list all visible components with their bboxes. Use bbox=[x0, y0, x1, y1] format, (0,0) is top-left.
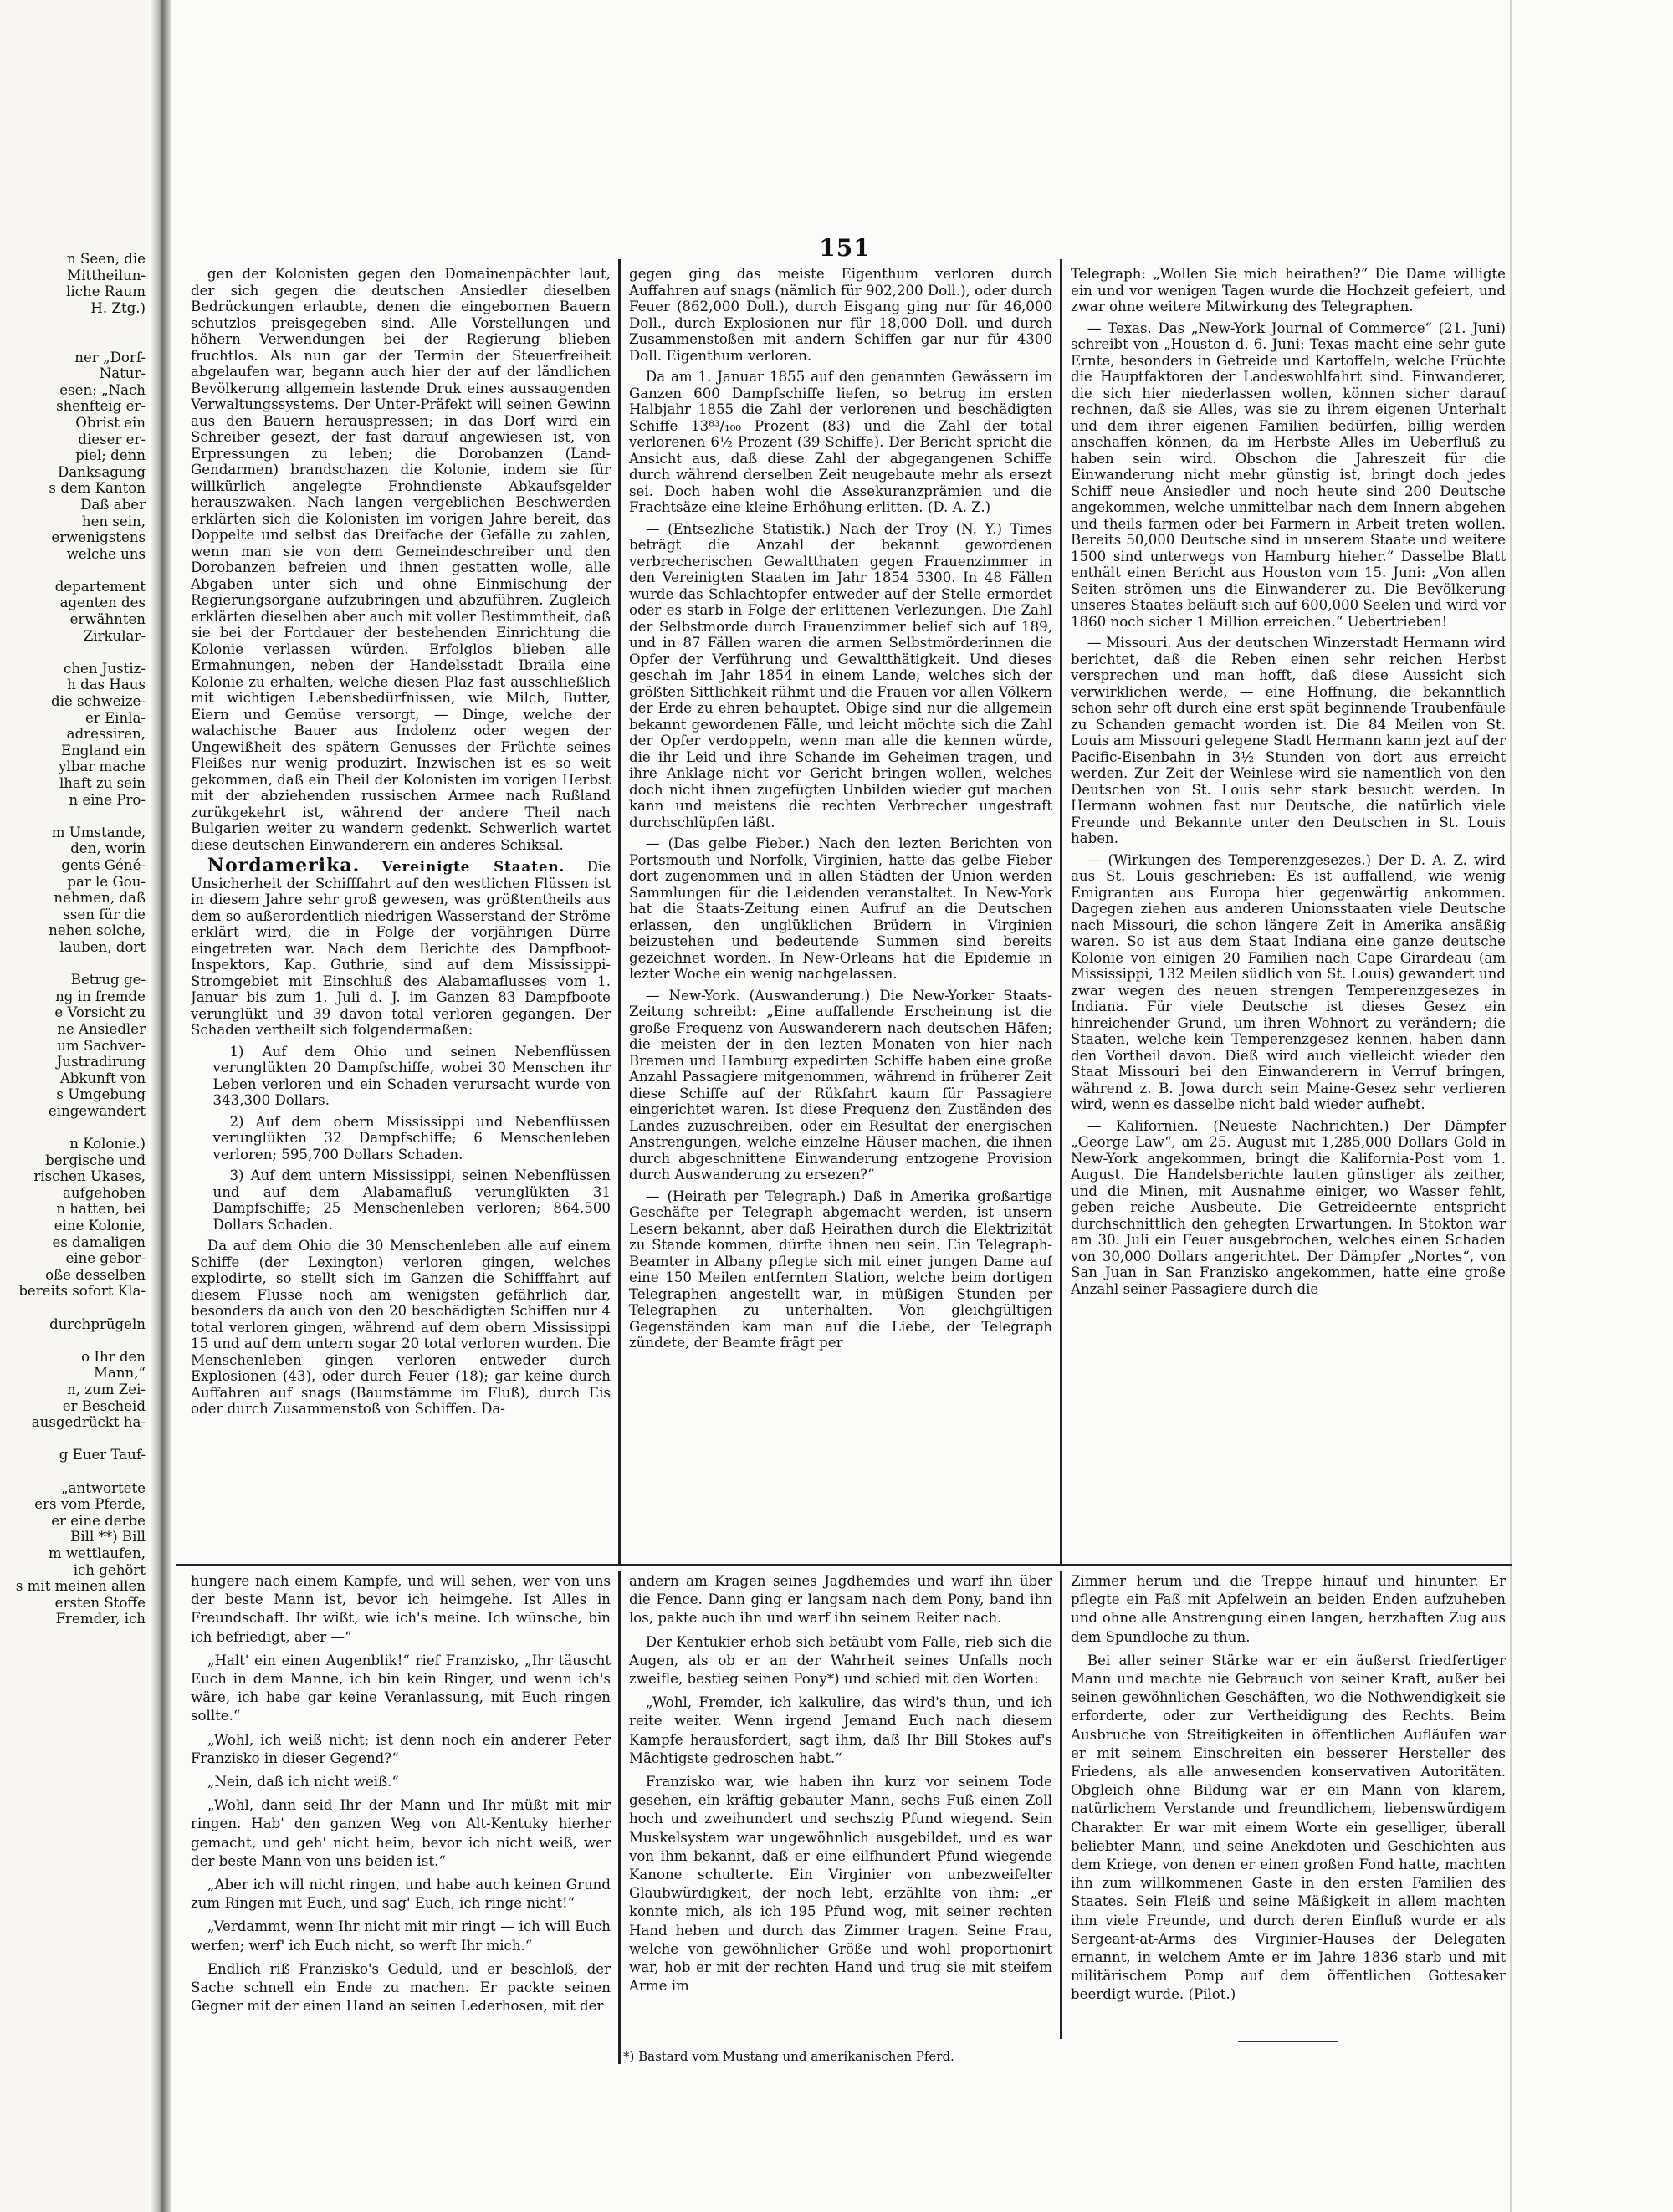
article-column-left bbox=[191, 266, 611, 1561]
stub-line: erwenigstens bbox=[51, 529, 146, 546]
stub-line: bereits sofort Kla- bbox=[18, 1283, 146, 1300]
stub-line: er Einla- bbox=[85, 709, 146, 726]
stub-line: er Bescheid bbox=[62, 1397, 146, 1414]
article-column-middle bbox=[629, 266, 1052, 1561]
paragraph: Bei aller seiner Stärke war er ein äußerst friedfertiger Mann und machte nie Gebrauch von seiner Kraft, außer bei seinen gewöhnlichen Geschäften, wo die Nothwendigkeit sie erforderte, oder zur Vertheidigung des Rechts. Beim Ausbruche von Streitigkeiten in öffentlichen Aufläufen war er mit seinem Einschreiten ein besserer Hersteller des Friedens, als alle anwesenden konservativen Autoritäten. Obgleich ohne Bildung war er ein Mann von klarem, natürlichem Verstande und freundlichem, liebenswürdigem Charakter. Er war mit einem Worte ein geselliger, überall beliebter Mann, und seine Anekdoten und Geschichten aus dem Kriege, von denen er einen großen Fond hatte, machten ihn zum willkommenen Gaste in den ersten Familien des Staates. Sein Fleiß und seine Mäßigkeit in allem machten ihm viele Freunde, und durch deren Einfluß wurde er als Sergeant-at-Arms des Virginier-Hauses der Delegaten ernannt, in welchem Amte er im Jahre 1836 starb und mit militärischem Pomp auf dem öffentlichen Gottesaker beerdigt wurde. (Pilot.) bbox=[1071, 1652, 1506, 2003]
stub-line: Bill **) Bill bbox=[70, 1529, 146, 1545]
stub-line: durchprügeln bbox=[49, 1315, 146, 1332]
stub-line: dieser er- bbox=[78, 431, 146, 447]
paragraph: — (Das gelbe Fieber.) Nach den lezten Berichten von Portsmouth und Norfolk, Virginien, hatte das gelbe Fieber dort zugenommen und in allen Städten der Union werden Sammlungen für die Leidenden veranstaltet. In New-York hat die Staats-Zeitung einen Aufruf an die Deutschen erlassen, den unglüklichen Brüdern in Virginien beizustehen und bedeutende Summen sind bereits gezeichnet worden. In New-Orleans hat die Epidemie in lezter Woche ein wenig nachgelassen. bbox=[629, 835, 1052, 982]
feuilleton-column-right bbox=[1071, 1572, 1506, 2036]
stub-line: erwähnten bbox=[69, 611, 146, 628]
section-lead bbox=[191, 855, 611, 1039]
paragraph: Zimmer herum und die Treppe hinauf und hinunter. Er pflegte ein Faß mit Apfelwein an beiden Enden aufzuheben und ohne alle Anstrengung einen langen, herzhaften Zug aus dem Spundloche zu thun. bbox=[1071, 1573, 1506, 1645]
paragraph: gen der Kolonisten gegen den Domainenpächter laut, der sich gegen die deutschen Ansiedler dieselben Bedrückungen erlaubte, denen die eingebornen Bauern schutzlos preisgegeben sind. Alle Vorstellungen und höhern Verwendungen bei der Regierung blieben fruchtlos. Als nun gar der Termin der Steuerfreiheit abgelaufen war, begann auch hier der auf der ländlichen Bevölkerung allgemein lastende Druk eines aussaugenden Verwaltungssystems. Der Unter-Präfekt will seinen Gewinn aus den Bauern herauspressen; in das Dorf wird ein Schreiber gesezt, der fast darauf angewiesen ist, von Erpressungen zu leben; die Dorobanzen (Land-Gendarmen) brandschazen die Kolonie, indem sie für willkürlich angelegte Frohndienste Abkaufsgelder herauszwaken. Nach langen vergeblichen Beschwerden erklärten sich die Kolonisten im vorigen Jahre bereit, das Doppelte und selbst das Dreifache der Gefälle zu zahlen, wenn man sie von dem Gemeindeschreiber und den Dorobanzen befreien und ihnen gestatten wolle, alle Abgaben unter sich und ohne Einmischung der Regierungsorgane aufzubringen und abzuführen. Zugleich erklärten dieselben aber auch mit voller Bestimmtheit, daß sie bei der Fortdauer der bestehenden Einrichtung die Kolonie verlassen würden. Erfolglos blieben alle Ermahnungen, neben der Handelsstadt Ibraila eine Kolonie zu erhalten, welche diesen Plaz fast ausschließlich mit wichtigen Lebensbedürfnissen, wie Milch, Butter, Eiern und Gemüse versorgt, — Dinge, welche der walachische Bauer aus Indolenz oder wegen der Ungewißheit des spätern Genusses der Früchte seines Fleißes nur wenig produzirt. Inzwischen ist es so weit gekommen, daß ein Theil der Kolonisten im vorigen Herbst mit der abziehenden russischen Armee nach Rußland zurükgekehrt ist, während der andere Theil nach Bulgarien weiter zu wandern gedenkt. Schwerlich wartet diese deutschen Einwanderern ein anderes Schiksal. bbox=[191, 266, 611, 853]
stub-line bbox=[5, 1332, 146, 1349]
stub-line bbox=[5, 1431, 146, 1448]
paragraph: andern am Kragen seines Jagdhemdes und warf ihn über die Fence. Dann ging er langsam nach dem Pony, band ihn los, pakte auch ihn und warf ihn seinem Reiter nach. bbox=[629, 1573, 1052, 1627]
stub-line: Justradirung bbox=[56, 1054, 146, 1070]
paragraph: hungere nach einem Kampfe, und will sehen, wer von uns der beste Mann ist, bevor ich heimgehe. Ist Alles in Freundschaft. Ihr wißt, wie ich's meine. Ich wünsche, bin ich befriedigt, aber —“ bbox=[191, 1573, 611, 1645]
paragraph: Endlich riß Franzisko's Geduld, und er beschloß, der Sache schnell ein Ende zu machen. Er packte seinen Gegner mit der einen Hand an seinen Lederhosen, mit der bbox=[191, 1960, 611, 2015]
stub-line: ich gehört bbox=[73, 1561, 146, 1578]
paragraph: — (Heirath per Telegraph.) Daß in Amerika großartige Geschäfte per Telegraph abgemacht werden, ist unsern Lesern bekannt, aber daß Heirathen durch die Elektrizität zu Stande kommen, dürfte ihnen neu sein. Ein Telegraph-Beamter in Albany pflegte sich mit einer jungen Dame auf eine 150 Meilen entfernten Station, welche beim dortigen Telegraphen angestellt war, in müßigen Stunden per Telegraphen zu unterhalten. Von gleichgültigen Gegenständen kam man auf die Liebe, der Telegraph zündete, der Beamte frägt per bbox=[629, 1188, 1052, 1351]
stub-line bbox=[5, 1300, 146, 1316]
stub-line: n hatten, bei bbox=[56, 1201, 146, 1218]
paragraph: „Wohl, Fremder, ich kalkulire, das wird's thun, und ich reite weiter. Wenn irgend Jemand Euch nach diesem Kampfe herausfordert, sagt ihm, daß Ihr Bill Stokes auf's Mächtigste gedroschen habt.“ bbox=[629, 1694, 1052, 1766]
stub-line bbox=[5, 562, 146, 579]
paragraph: „Verdammt, wenn Ihr nicht mit mir ringt — ich will Euch werfen; werf' ich Euch nicht, so werft Ihr mich.“ bbox=[191, 1918, 611, 1954]
stub-line: shenfteig er- bbox=[56, 398, 146, 415]
stub-line: n Seen, die bbox=[67, 251, 146, 267]
paragraph: „Wohl, dann seid Ihr der Mann und Ihr müßt mit mir ringen. Hab' den ganzen Weg von Alt-Kentuky hierher gemacht, und geh' nicht heim, bevor ich nicht weiß, wer der beste Mann von uns beiden ist.“ bbox=[191, 1797, 611, 1869]
stub-line: piel; denn bbox=[75, 447, 146, 464]
feuilleton-rule-1 bbox=[618, 1571, 621, 2064]
stub-line: ers vom Pferde, bbox=[34, 1496, 146, 1513]
stub-line: es damaligen bbox=[52, 1234, 146, 1250]
section-heading-nordamerika: Nordamerika. bbox=[207, 855, 361, 876]
stub-line: par le Gou- bbox=[67, 873, 146, 890]
feuilleton-column-middle bbox=[629, 1572, 1052, 2036]
stub-line: Zirkular- bbox=[83, 627, 146, 644]
stub-line: Natur- bbox=[99, 365, 146, 382]
stub-line: England ein bbox=[60, 742, 146, 759]
paragraph: „Halt' ein einen Augenblik!“ rief Franzisko, „Ihr täuscht Euch in dem Manne, ich bin kein Ringer, und wenn ich's wäre, ich habe gar keine Veranlassung, mit Euch ringen sollte.“ bbox=[191, 1652, 611, 1724]
stub-line: eine gebor- bbox=[65, 1250, 146, 1267]
stub-line: o Ihr den bbox=[81, 1348, 146, 1365]
stub-line: g Euer Tauf- bbox=[59, 1447, 146, 1464]
column-rule-1 bbox=[618, 259, 621, 1564]
stub-line: Danksagung bbox=[58, 463, 146, 480]
stub-line: Mittheilun- bbox=[67, 267, 146, 284]
stub-line: m wettlaufen, bbox=[48, 1545, 146, 1561]
stub-line bbox=[5, 333, 146, 350]
paragraph: „Nein, daß ich nicht weiß.“ bbox=[207, 1774, 399, 1791]
stub-line: eine Kolonie, bbox=[54, 1218, 146, 1234]
stub-line: H. Ztg.) bbox=[90, 299, 146, 316]
feuilleton-column-left bbox=[191, 1572, 611, 2041]
stub-line: m Umstande, bbox=[51, 824, 146, 840]
stub-line: n Kolonie.) bbox=[69, 1136, 146, 1152]
stub-line: ne Ansiedler bbox=[57, 1020, 146, 1037]
list-item: 1) Auf dem Ohio und seinen Nebenflüssen verunglükten 20 Dampfschiffe, wobei 30 Menschen ihr Leben verloren und ein Schaden verursacht wurde von 343,300 Dollars. bbox=[212, 1043, 611, 1108]
paragraph: Da am 1. Januar 1855 auf den genannten Gewässern im Ganzen 600 Dampfschiffe liefen, so betrug im ersten Halbjahr 1855 die Zahl der verlorenen und beschädigten Schiffe 13⁸³/₁₀₀ Prozent (83) und die Zahl der total verlorenen 6½ Prozent (39 Schiffe). Der Bericht spricht die Ansicht aus, daß diese Zahl der abgegangenen Schiffe durch während derselben Zeit neugebaute mehr als ersezt sei. Doch haben wohl die Assekuranzprämien und die Frachtsäze eine kleine Erhöhung erlitten. (D. A. Z.) bbox=[629, 369, 1052, 515]
stub-line: ng in fremde bbox=[55, 988, 146, 1004]
stub-line: um Sachver- bbox=[57, 1037, 146, 1054]
stub-line: liche Raum bbox=[66, 284, 146, 300]
stub-line: lhaft zu sein bbox=[59, 775, 146, 791]
stub-line: aufgehoben bbox=[63, 1184, 146, 1201]
stub-line: s mit meinen allen bbox=[15, 1578, 146, 1595]
previous-page-text-stub bbox=[5, 251, 146, 1627]
stub-line: chen Justiz- bbox=[64, 660, 146, 677]
stub-line: h das Haus bbox=[67, 677, 146, 693]
stub-line: den, worin bbox=[70, 840, 146, 857]
footnote: *) Bastard vom Mustang und amerikanischen Pferd. bbox=[623, 2049, 954, 2064]
paragraph: Telegraph: „Wollen Sie mich heirathen?“ Die Dame willigte ein und vor wenigen Tagen wurde die Hochzeit gefeiert, und zwar ohne weitere Mitwirkung des Telegraphen. bbox=[1071, 266, 1506, 314]
end-separator bbox=[1238, 2041, 1338, 2042]
stub-line: ner „Dorf- bbox=[74, 349, 146, 365]
column-rule-2 bbox=[1060, 259, 1062, 1564]
feuilleton-divider bbox=[176, 1564, 1512, 1566]
stub-line: oße desselben bbox=[45, 1266, 146, 1283]
stub-line: n eine Pro- bbox=[69, 791, 146, 808]
page-gutter-fold bbox=[149, 0, 171, 2212]
paragraph: — New-York. (Auswanderung.) Die New-Yorker Staats-Zeitung schreibt: „Eine auffallende Erscheinung ist die große Frequenz von Auswanderern nach deutschen Häfen; die meisten der in den lezten Monaten von hier nach Bremen und Hamburg expedirten Schiffe haben eine große Anzahl Passagiere mitgenommen, während in früherer Zeit diese Schiffe auf der Rükfahrt kaum für Passagiere eingerichtet waren. Ist diese Frequenz den Zuständen des Landes zuzuschreiben, oder ein Resultat der energischen Anstrengungen, welche einzelne Häuser machen, die ihnen durch abgeschnittene Einwanderung entzogene Provision durch Auswanderung zu ersezen?“ bbox=[629, 987, 1052, 1183]
stub-line: ausgedrückt ha- bbox=[31, 1414, 146, 1431]
section-text: Die Unsicherheit der Schifffahrt auf den westlichen Flüssen ist in diesem Jahre sehr groß gewesen, was größtentheils aus dem so außerordentlich niedrigen Wasserstand der Ströme erklärt wird, die in Folge der vorjährigen Dürre eingetreten war. Nach dem Berichte des Dampfboot-Inspektors, Kap. Guthrie, sind auf dem Mississippi-Stromgebiet mit Einschluß des Alabamaflusses vom 1. Januar bis zum 1. Juli d. J. im Ganzen 83 Dampfboote verunglükt und 39 davon total verloren gegangen. Der Schaden vertheilt sich folgendermaßen: bbox=[191, 859, 611, 1038]
stub-line bbox=[5, 644, 146, 661]
list-item: 2) Auf dem obern Mississippi und Nebenflüssen verunglükten 32 Dampfschiffe; 6 Menschenleben verloren; 595,700 Dollars Schaden. bbox=[212, 1113, 611, 1162]
list-item: 3) Auf dem untern Mississippi, seinen Nebenflüssen und auf dem Alabamafluß verunglükten 31 Dampfschiffe; 25 Menschenleben verloren; 864,500 Dollars Schaden. bbox=[212, 1167, 611, 1233]
paragraph: Der Kentukier erhob sich betäubt vom Falle, rieb sich die Augen, als ob er an der Wahrheit seines Unfalls noch zweifle, bestieg seinen Pony*) und schied mit den Worten: bbox=[629, 1633, 1052, 1688]
stub-line bbox=[5, 1119, 146, 1136]
stub-line: er eine derbe bbox=[51, 1512, 146, 1529]
article-column-right bbox=[1071, 266, 1506, 1561]
paragraph: — Kalifornien. (Neueste Nachrichten.) Der Dämpfer „George Law“, am 25. August mit 1,285,000 Dollars Gold in New-York angekommen, bringt die Kalifornia-Post vom 1. August. Die Handelsberichte lauten günstiger als zeither, und die Minen, mit Ausnahme einiger, wo Wasser fehlt, geben reiche Ausbeute. Die Getreideernte entspricht durchschnittlich den gehegten Erwartungen. In Stokton war am 30. Juli ein Feuer ausgebrochen, welches einen Schaden von 30,000 Dollars angerichtet. Der Dämpfer „Nortes“, von San Juan in San Franzisko angekommen, hatte eine große Anzahl seiner Passagiere durch die bbox=[1071, 1117, 1506, 1297]
stub-line bbox=[5, 316, 146, 333]
stub-line: adressiren, bbox=[66, 726, 146, 743]
paragraph: — (Wirkungen des Temperenzgesezes.) Der D. A. Z. wird aus St. Louis geschrieben: Es ist auffallend, wie wenig Emigranten aus Europa hier gegenwärtig ankommen. Dagegen ziehen aus anderen Unionsstaaten viele Deutsche nach Missouri, die schon längere Zeit in Amerika ansäßig waren. So ist aus dem Staat Indiana eine ganze deutsche Kolonie von einigen 20 Familien nach Cape Girardeau (am Mississippi, 132 Meilen südlich von St. Louis) gewandert und zwar wegen des neuen strengen Temperenzgesezes in Indiana. Für viele Deutsche ist dieses Gesez ein hinreichender Grund, um ihren Wohnort zu verändern; die Staaten, welche kein Temperenzgesez kennen, haben dann den Vortheil davon. Dieß wird auch vielleicht wieder den Staat Missouri bei den Einwanderern in Verruf bringen, während z. B. Jowa durch sein Maine-Gesez sehr verlieren wird, wenn es dasselbe nicht bald wieder aufhebt. bbox=[1071, 851, 1506, 1112]
stub-line: nehmen, daß bbox=[54, 890, 146, 907]
stub-line: ersten Stoffe bbox=[54, 1594, 146, 1611]
stub-line: Daß aber bbox=[80, 496, 146, 513]
stub-line: departement bbox=[54, 578, 146, 595]
previous-page-edge bbox=[0, 0, 171, 2212]
stub-line bbox=[5, 808, 146, 825]
feuilleton-rule-2 bbox=[1060, 1571, 1062, 2039]
stub-line: n, zum Zei- bbox=[67, 1381, 146, 1397]
page-right-edge bbox=[1510, 0, 1512, 2212]
paragraph: „Aber ich will nicht ringen, und habe auch keinen Grund zum Ringen mit Euch, und sag' Euch, ich ringe nicht!“ bbox=[191, 1877, 611, 1912]
paragraph: — Texas. Das „New-York Journal of Commerce“ (21. Juni) schreibt von „Houston d. 6. Juni: Texas macht eine sehr gute Ernte, besonders in Getreide und Kartoffeln, welche Früchte die Hauptfaktoren der Landeswohlfahrt sind. Einwanderer, die sich hier niederlassen wollen, können sicher darauf rechnen, daß sie Alles, was sie zu ihrem eigenen Unterhalt und dem ihrer eigenen Familien bedürfen, billig werden anschaffen können, da im Herbste Alles im Ueberfluß zu haben sein wird. Obschon die Jahreszeit für die Einwanderung nicht mehr günstig ist, bringt doch jedes Schiff neue Ansiedler und noch heute sind 200 Deutsche angekommen, welche unmittelbar nach dem Innern abgehen und theils farmen oder bei Farmern in Arbeit treten wollen. Bereits 50,000 Deutsche sind in unserem Staate und weitere 1500 sind unterwegs von Hamburg hieher.“ Dasselbe Blatt enthält einen Bericht aus Houston vom 15. Juni: „Von allen Seiten strömen uns die Einwanderer zu. Die Bevölkerung unseres Staates beläuft sich auf 600,000 Seelen und wird vor 1860 noch sicher 1 Million erreichen.“ Uebertrieben! bbox=[1071, 319, 1506, 630]
stub-line: esen: „Nach bbox=[59, 381, 146, 398]
stub-line: „antwortete bbox=[61, 1479, 146, 1496]
stub-line: nehen solche, bbox=[49, 922, 146, 939]
stub-line: bergische und bbox=[45, 1152, 146, 1168]
stub-line: Abkunft von bbox=[59, 1070, 146, 1086]
section-subheading: Vereinigte Staaten. bbox=[381, 858, 565, 875]
stub-line bbox=[5, 956, 146, 973]
stub-line: ylbar mache bbox=[59, 759, 146, 775]
stub-line: s dem Kanton bbox=[49, 480, 146, 497]
stub-line: Fremder, ich bbox=[55, 1611, 146, 1627]
paragraph: — Missouri. Aus der deutschen Winzerstadt Hermann wird berichtet, daß die Reben einen sehr reichen Herbst versprechen und man hofft, daß diese Aussicht sich verwirklichen werde, — eine Hoffnung, die bekanntlich schon sehr oft durch eine erst spät beginnende Traubenfäule zu Schanden gemacht worden ist. Die 84 Meilen von St. Louis am Missouri gelegene Stadt Hermann kann jezt auf der Pacific-Eisenbahn in 3½ Stunden von dort aus erreicht werden. Zur Zeit der Weinlese wird sie namentlich von den Deutschen von St. Louis sehr stark besucht werden. In Hermann wohnen fast nur Deutsche, die natürlich viele Freunde und Bekannte unter den Deutschen in St. Louis haben. bbox=[1071, 635, 1506, 846]
stub-line: Obrist ein bbox=[75, 414, 146, 431]
stub-line: s Umgebung bbox=[56, 1086, 146, 1103]
stub-line: Betrug ge- bbox=[70, 972, 146, 989]
stub-line: ssen für die bbox=[63, 906, 146, 922]
stub-line: agenten des bbox=[59, 595, 146, 611]
stub-line: rischen Ukases, bbox=[33, 1168, 146, 1185]
page-number: 151 bbox=[819, 234, 871, 262]
stub-line: gents Géné- bbox=[61, 856, 146, 873]
paragraph: Franzisko war, wie haben ihn kurz vor seinem Tode gesehen, ein kräftig gebauter Mann, sechs Fuß einen Zoll hoch und zweihundert und sechszig Pfund wiegend. Sein Muskelsystem war ungewöhnlich ausgebildet, und es war von ihm bekannt, daß er eine eilfhundert Pfund wiegende Kanone schulterte. Ein Virginier von unbezweifelter Glaubwürdigkeit, der noch lebt, erzählte von ihm: „er konnte mich, als ich 195 Pfund wog, mit seiner rechten Hand heben und durch das Zimmer tragen. Seine Frau, welche von gewöhnlicher Größe und wohl proportionirt war, hob er mit der rechten Hand und trug sie mit steifem Arme im bbox=[629, 1774, 1052, 1995]
stub-line: die schweize- bbox=[50, 693, 146, 710]
stub-line: lauben, dort bbox=[59, 938, 146, 955]
paragraph: „Wohl, ich weiß nicht; ist denn noch ein anderer Peter Franzisko in dieser Gegend?“ bbox=[191, 1731, 611, 1766]
stub-line: hen sein, bbox=[81, 513, 146, 529]
stub-line bbox=[5, 1464, 146, 1480]
stub-line: e Vorsicht zu bbox=[54, 1004, 146, 1021]
stub-line: Mann,“ bbox=[93, 1365, 146, 1382]
paragraph: Da auf dem Ohio die 30 Menschenleben alle auf einem Schiffe (der Lexington) verloren gingen, welches explodirte, so stellt sich im Ganzen die Schifffahrt auf diesem Flusse noch am wenigsten gefährlich dar, besonders da auch von den 20 beschädigten Schiffen nur 4 total verloren gingen, während auf dem obern Mississippi 15 und auf dem untern sogar 20 total verloren wurden. Die Menschenleben gingen verloren entweder durch Explosionen (43), oder durch Feuer (18); gar keine durch Auffahren auf snags (Baumstämme im Fluß), durch Eis oder durch Zusammenstoß von Schiffen. Da- bbox=[191, 1238, 611, 1417]
paragraph: — (Entsezliche Statistik.) Nach der Troy (N. Y.) Times beträgt die Anzahl der bekannt gewordenen verbrecherischen Gewaltthaten gegen Frauenzimmer in den Vereinigten Staaten im Jahr 1854 5300. In 48 Fällen wurde das Schlachtopfer entweder auf der Stelle ermordet oder es starb in Folge der erlittenen Verlezungen. Die Zahl der Selbstmorde durch Frauenzimmer belief sich auf 189, und in 87 Fällen waren die armen Selbstmörderinnen die Opfer der Verführung und Gewaltthätigkeit. Und dieses geschah im Jahr 1854 in einem Lande, welches sich der größten Sittlichkeit rühmt und die Frauen vor allen Völkern der Erde zu ehren behauptet. Obige sind nur die allgemein bekannt gewordenen Fälle, und leicht möchte sich die Zahl der Opfer verdoppeln, wenn man alle die kennen würde, die ihr Leid und ihre Schande im Geheimen tragen, und ihre Anklage nicht vor Gericht bringen wollen, welches doch nicht ihnen zugefügten Unbilden wieder gut machen kann und meistens die rechten Verbrecher ungestraft durchschlüpfen läßt. bbox=[629, 520, 1052, 830]
paragraph: gegen ging das meiste Eigenthum verloren durch Auffahren auf snags (nämlich für 902,200 Doll.), oder durch Feuer (862,000 Doll.), durch Eisgang ging nur für 46,000 Doll., durch Explosionen nur für 18,000 Doll. und durch Zusammenstoßen mit andern Schiffen gar nur für 4300 Doll. Eigenthum verloren. bbox=[629, 266, 1052, 364]
stub-line: welche uns bbox=[66, 545, 146, 562]
stub-line: eingewandert bbox=[48, 1102, 146, 1119]
